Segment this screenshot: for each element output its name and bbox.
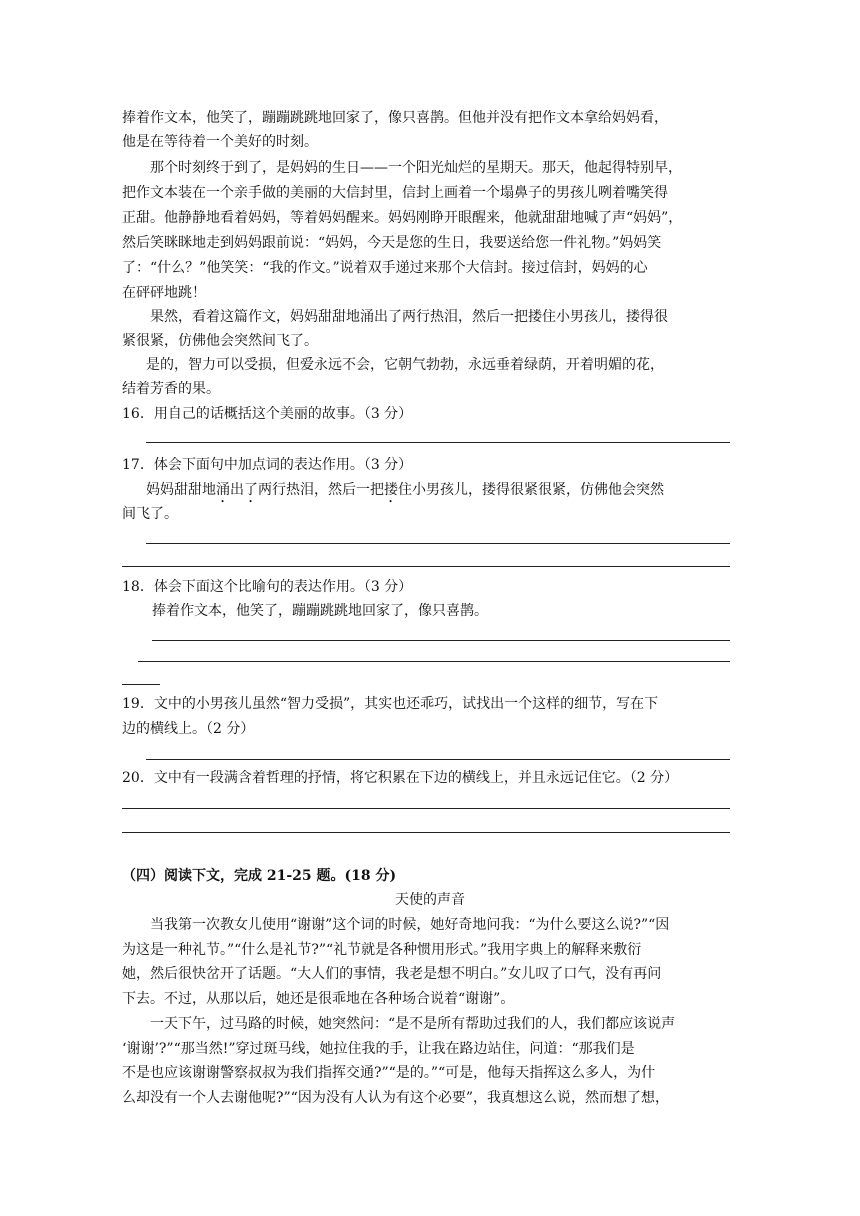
question-17-sentence: 妈妈甜甜地涌出了两行热泪，然后一把搂住小男孩儿，搂得很紧很紧，仿佛他会突然: [146, 482, 664, 498]
story-line: 果然，看着这篇作文，妈妈甜甜地涌出了两行热泪，然后一把搂住小男孩儿，搂得很: [150, 309, 668, 325]
answer-line-17a[interactable]: [146, 543, 730, 544]
question-19-cont: 边的横线上。（2 分）: [122, 721, 255, 737]
story-line: 在砰砰地跳！: [122, 285, 206, 301]
section-heading: （四）阅读下文，完成 21-25 题。(18 分): [122, 868, 397, 884]
story-line: 捧着作文本，他笑了，蹦蹦跳跳地回家了，像只喜鹊。但他并没有把作文本拿给妈妈看，: [122, 110, 668, 126]
answer-line-20b[interactable]: [122, 832, 730, 833]
story-line: 正甜。他静静地看着妈妈，等着妈妈醒来。妈妈刚睁开眼醒来，他就甜甜地喊了声“妈妈”，: [122, 210, 683, 226]
answer-line-17b[interactable]: [122, 566, 730, 567]
emphasis-word: 了: [244, 482, 258, 498]
question-16: 16．用自己的话概括这个美丽的故事。（3 分）: [122, 406, 413, 422]
question-18-sentence: 捧着作文本，他笑了，蹦蹦跳跳地回家了，像只喜鹊。: [152, 603, 488, 619]
passage-line: 当我第一次教女儿使用“谢谢”这个词的时候，她好奇地问我：“为什么要这么说?”“因: [150, 917, 670, 933]
emphasis-word: 涌: [216, 482, 230, 498]
story-line: 那个时刻终于到了，是妈妈的生日——一个阳光灿烂的星期天。那天，他起得特别早，: [150, 160, 682, 176]
passage-title: 天使的声音: [395, 892, 465, 908]
story-line: 然后笑眯眯地走到妈妈跟前说：“妈妈，今天是您的生日，我要送给您一件礼物。”妈妈笑: [122, 235, 662, 251]
question-18: 18．体会下面这个比喻句的表达作用。（3 分）: [122, 579, 413, 595]
passage-line: 不是也应该谢谢警察叔叔为我们指挥交通?”“是的。”“可是，他每天指挥这么多人，为什: [122, 1065, 656, 1081]
emphasis-word: 搂: [384, 482, 398, 498]
passage-line: 一天下午，过马路的时候，她突然问：“是不是所有帮助过我们的人，我们都应该说声: [150, 1016, 676, 1032]
answer-line-18c[interactable]: [122, 684, 160, 685]
passage-line: 么却没有一个人去谢他呢?”“因为没有人认为有这个必要”，我真想这么说，然而想了想，: [122, 1090, 669, 1106]
passage-line: 她，然后很快岔开了话题。“大人们的事情，我老是想不明白。”女儿叹了口气，没有再问: [122, 966, 662, 982]
question-20: 20．文中有一段满含着哲理的抒情，将它积累在下边的横线上，并且永远记住它。（2 分）: [122, 770, 679, 786]
story-line: 他是在等待着一个美好的时刻。: [122, 134, 318, 150]
answer-line-18a[interactable]: [152, 640, 730, 641]
story-line: 把作文本装在一个亲手做的美丽的大信封里，信封上画着一个塌鼻子的男孩儿咧着嘴笑得: [122, 185, 668, 201]
passage-line: ‘谢谢’?”“那当然!”穿过斑马线，她拉住我的手，让我在路边站住，问道：“那我们是: [122, 1041, 635, 1057]
question-17-sentence-cont: 间飞了。: [122, 506, 178, 522]
story-line: 结着芳香的果。: [122, 381, 220, 397]
passage-line: 下去。不过，从那以后，她还是很乖地在各种场合说着“谢谢”。: [122, 991, 515, 1007]
question-19: 19．文中的小男孩儿虽然“智力受损”，其实也还乖巧，试找出一个这样的细节，写在下: [122, 696, 659, 712]
answer-line-18b[interactable]: [138, 661, 730, 662]
answer-line-16[interactable]: [146, 442, 730, 443]
story-line: 了：“什么？”他笑笑：“我的作文。”说着双手递过来那个大信封。接过信封，妈妈的心: [122, 260, 648, 276]
question-17: 17．体会下面句中加点词的表达作用。（3 分）: [122, 457, 413, 473]
story-line: 是的，智力可以受损，但爱永远不会，它朝气勃勃，永远垂着绿荫，开着明媚的花，: [146, 357, 664, 373]
story-line: 紧很紧，仿佛他会突然间飞了。: [122, 333, 318, 349]
answer-line-20a[interactable]: [122, 808, 730, 809]
passage-line: 为这是一种礼节。”“什么是礼节?”“礼节就是各种惯用形式。”我用字典上的解释来敷衍: [122, 942, 642, 958]
answer-line-19[interactable]: [146, 759, 730, 760]
